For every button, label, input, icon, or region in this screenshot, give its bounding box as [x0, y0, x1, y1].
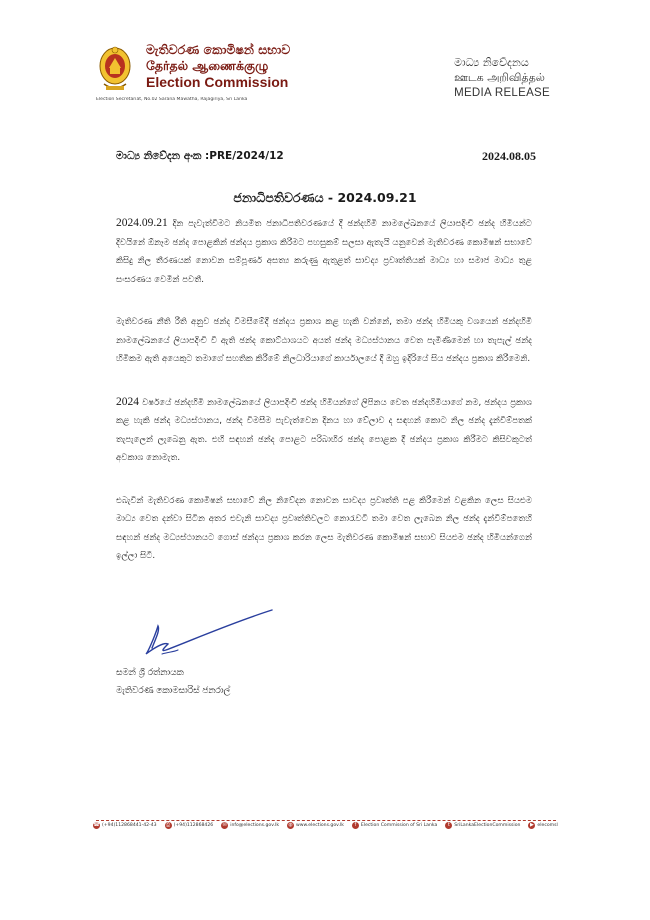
paragraph-text: වර්ෂයේ ඡන්දහිමි නාමලේඛනයේ ලියාපදිංචි ඡන්ද හිමියන්ගේ ලිපිනය වෙත ඡන්දහිමියාගේ නම, ඡන්දය ප්‍රකාශ කළ හැකි ඡන්ද මධ්‍යස්ථානය, ඡන්ද විමසීම පැවැත්වෙන දිනය හා වේලාව ද සඳහන් කොට නිල ඡන්ද දැන්වීම්පතක් තැපැලෙන් ලැබෙනු ඇත. එහි සඳහන් ඡන්ද පොළට පරිබාහිර ඡන්ද පොළක දී ඡන්දය ප්‍රකාශ කිරීමට කිසිවකුටත් අවකාශ නොමැත. — [116, 397, 532, 463]
twitter-icon: t — [445, 822, 452, 829]
release-reference: මාධ්‍ය නිවේදන අංක :PRE/2024/12 — [116, 150, 284, 162]
body-paragraph-1 — [116, 214, 532, 289]
org-name-tamil: தேர்தல் ஆணைக்குழு — [146, 58, 269, 73]
paragraph-lead: 2024.09.21 — [116, 217, 168, 229]
body-paragraph-2 — [116, 313, 532, 369]
footer-facebook[interactable]: f Election Commission of Sri Lanka — [352, 822, 437, 829]
media-release-label — [454, 55, 550, 101]
release-date: 2024.08.05 — [482, 149, 536, 163]
fax-icon: ⎙ — [166, 822, 171, 828]
paragraph-text: මැතිවරණ නීති රීති අනුව ඡන්ද විමසීමේදී ඡන්දය ප්‍රකාශ කළ හැකි වන්නේ, තමා ඡන්ද හිමියකු වශයෙන් ඡන්දහිමි නාමලේඛනයේ ලියාපදිංචි වී ඇති ඡන්ද කොට්ඨාශයට අයත් ඡන්ද මධ්‍යස්ථානය වෙත පැමිණීමෙන් හා තැපැල් ඡන්ද හිමිකම ඇති අයෙකුට තමාගේ සහතික කිරීමේ නිලධාරියාගේ කාර්යාලයේ දී ඔහු ඉදිරියේ සිය ඡන්දය ප්‍රකාශ කිරීමෙනි. — [116, 317, 532, 364]
handwritten-signature — [138, 608, 278, 663]
media-release-sinhala: මාධ්‍ය නිවේදනය — [454, 56, 529, 69]
footer-youtube[interactable]: ▶ elecomsl — [529, 822, 558, 828]
signatory-name: සමන් ශ්‍රී රත්නායක — [116, 668, 184, 678]
media-release-english: MEDIA RELEASE — [454, 87, 550, 99]
paragraph-text: එබැවින් මැතිවරණ කොමිෂන් සභාවේ නිල නිවේදන නොවන සාවද්‍ය ප්‍රවෘත්ති පළ කිරීමෙන් වළකින ලෙස සියළුම මාධ්‍ය වෙත දන්වා සිටින අතර එවැනි සාවද්‍ය ප්‍රවෘත්තිවලට නොරැවටී තමා වෙත ලැබෙන නිල ඡන්ද දැන්වීම්පතෙහි සඳහන් ඡන්ද මධ්‍යස්ථානයට ගොස් ඡන්දය ප්‍රකාශ කරන ලෙස මැතිවරණ කොමිෂන් සභාව සියළුම ඡන්ද හිමියන්ගෙන් ඉල්ලා සිටී. — [116, 495, 532, 561]
signatory-block — [116, 664, 230, 700]
paragraph-text: දින පැවැත්වීමට නියමිත ජනාධිපතිවරණයේ දී ඡන්දහිමි නාමලේඛනයේ ලියාපදිංචි ඡන්ද හිමියන්ට දිවයිනේ ඕනෑම ඡන්ද පොළකින් ඡන්දය ප්‍රකාශ කිරීමට පහසුකම් සලසා ඇතැයි යනුවෙන් මැතිවරණ කොමිෂන් සභාවේ කිසිදු නිල තීරණයක් නොවන සම්පූර්ණ අසත්‍ය කරුණු ඇතුළත් සාවද්‍ය ප්‍රවෘත්තියක් මාධ්‍ය හා සමාජ මාධ්‍ය තුළ සංසරණය වෙමින් පවතී. — [116, 219, 532, 285]
facebook-icon: f — [352, 822, 359, 829]
release-body — [116, 214, 532, 590]
org-name-sinhala: මැතිවරණ කොමිෂන් සභාව — [146, 42, 291, 57]
org-name-english: Election Commission — [146, 74, 289, 90]
election-commission-emblem — [96, 44, 134, 94]
email-icon: ✉ — [222, 822, 227, 828]
footer-twitter[interactable]: t SriLankaElectionCommission — [445, 822, 520, 829]
footer-website[interactable]: ◍ www.elections.gov.lk — [288, 822, 344, 828]
body-paragraph-4 — [116, 492, 532, 566]
paragraph-lead: 2024 — [116, 395, 139, 408]
signatory-position: මැතිවරණ කොමසාරිස් ජනරාල් — [116, 686, 231, 696]
body-paragraph-3 — [116, 393, 532, 468]
release-title: ජනාධිපතිවරණය - 2024.09.21 — [233, 190, 417, 205]
footer-phone: ☎ (+94)112868441-42-43 — [93, 822, 157, 828]
phone-icon: ☎ — [93, 822, 100, 828]
youtube-icon: ▶ — [529, 822, 534, 828]
organization-name — [146, 42, 346, 91]
footer-fax: ⎙ (+94)112868426 — [166, 822, 214, 828]
web-icon: ◍ — [288, 822, 293, 828]
footer-email[interactable]: ✉ info@elections.gov.lk — [222, 822, 279, 828]
organization-address: Election Secretariat, No.02 Sarana Mawatha, Rajagiriya, Sri Lanka — [96, 97, 248, 102]
footer-divider — [96, 820, 556, 821]
media-release-tamil: ஊடக அறிவித்தல் — [454, 71, 545, 84]
contact-footer — [93, 822, 573, 829]
